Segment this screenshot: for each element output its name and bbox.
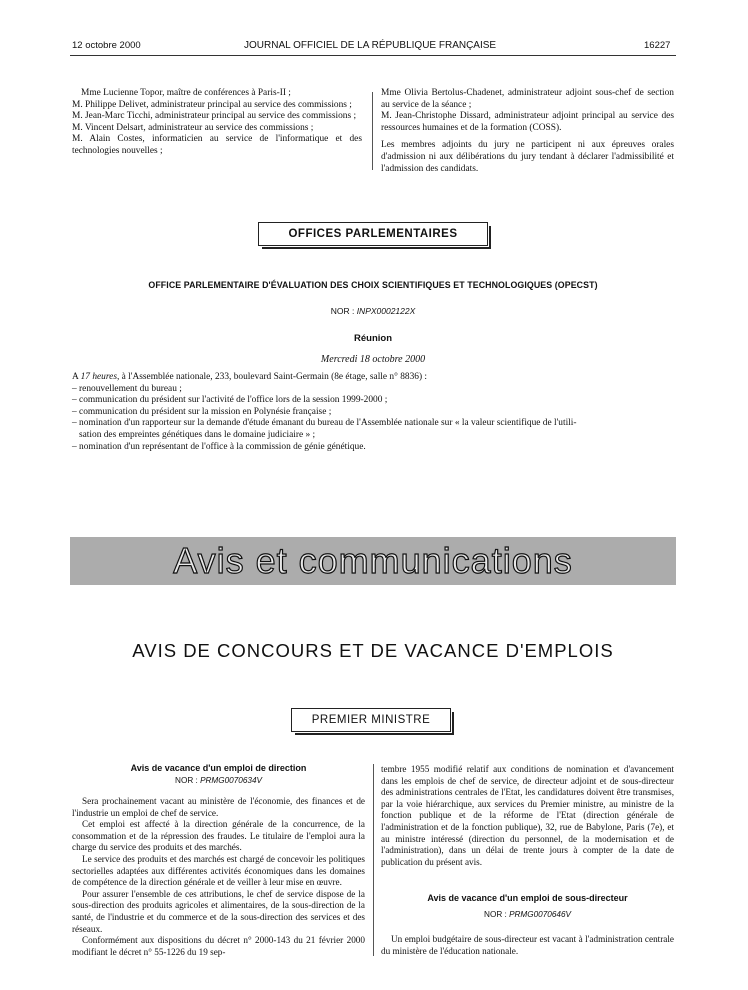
jury-note: Les membres adjoints du jury ne participent ni aux épreuves orales d'admission ni aux délibérations du jury tendant à déclarer l'admissibilité et l'admission des candidats.: [381, 140, 674, 174]
nor-label: NOR :: [330, 306, 355, 316]
nor-reference: [70, 306, 676, 316]
jury-member: M. Vincent Delsart, administrateur au service des commissions ;: [72, 122, 314, 133]
journal-title: JOURNAL OFFICIEL DE LA RÉPUBLIQUE FRANÇAISE: [244, 40, 497, 51]
intro-prefix: A: [72, 372, 79, 382]
nor-label: NOR :: [484, 910, 507, 919]
jury-member: M. Alain Costes, informaticien au service de l'informatique et des technologies nouvelles ;: [72, 134, 362, 156]
jury-member: Mme Lucienne Topor, maître de conférences à Paris-II ;: [81, 88, 291, 98]
agenda-item: – communication du président sur l'activité de l'office lors de la session 1999-2000 ;: [72, 395, 388, 406]
office-name: OFFICE PARLEMENTAIRE D'ÉVALUATION DES CHOIX SCIENTIFIQUES ET TECHNOLOGIQUES (OPECST): [148, 280, 598, 290]
avis-heading: AVIS DE CONCOURS ET DE VACANCE D'EMPLOIS: [132, 640, 614, 661]
nor-code: PRMG0070634V: [200, 776, 262, 785]
meeting-title: Réunion: [354, 333, 392, 344]
vacancy-paragraph: Sera prochainement vacant au ministère de l'économie, des finances et de l'industrie un emploi de chef de service.: [72, 796, 365, 818]
section-banner: [70, 537, 676, 585]
jury-left-column: [72, 88, 362, 158]
vacancy-body: [72, 796, 365, 958]
agenda-item: – communication du président sur la mission en Polynésie française ;: [72, 406, 332, 417]
header-rule: [70, 55, 676, 56]
nor-label: NOR :: [175, 776, 198, 785]
jury-member: M. Jean-Marc Ticchi, administrateur principal au service des commissions ;: [72, 111, 357, 122]
banner-title: Avis et communications: [173, 540, 573, 581]
vacancy-paragraph: Pour assurer l'ensemble de ces attributions, le chef de service dispose de la sous-direction des produits agricoles et alimentaires, de la sous-direction de la santé, de l'industrie et du commerce et de la sous-direction des services et des réseaux.: [72, 888, 365, 934]
page-number: 16227: [644, 40, 671, 51]
jury-member: M. Philippe Delivet, administrateur principal au service des commissions ;: [72, 99, 352, 110]
meeting-intro: [72, 372, 678, 384]
agenda-item-continued: sation des empreintes génétiques dans le domaine judiciaire » ;: [79, 429, 316, 440]
nor-code: PRMG0070646V: [509, 910, 571, 919]
vacancy-nor: [72, 776, 365, 785]
header-date: 12 octobre 2000: [72, 40, 141, 51]
vacancy-title: Avis de vacance d'un emploi de direction: [130, 763, 307, 773]
jury-member: M. Jean-Christophe Dissard, administrateur adjoint principal au service des ressources humaines et de la formation (COSS).: [381, 111, 674, 133]
meeting-date: Mercredi 18 octobre 2000: [320, 354, 426, 365]
section-box-title: PREMIER MINISTRE: [311, 714, 431, 726]
column-divider: [372, 92, 373, 170]
agenda-item: – renouvellement du bureau ;: [72, 383, 182, 394]
agenda-item: – nomination d'un rapporteur sur la demande d'étude émanant du bureau de l'Assemblée nationale sur « la valeur scientifique de l'utili-: [72, 418, 577, 429]
vacancy-paragraph: tembre 1955 modifié relatif aux conditions de nomination et d'avancement dans les emplois de chef de service, de directeur adjoint et de sous-directeur des administrations centrales de l'Etat, les candidatures doivent être transmises, par la voie hiérarchique, aux services du Premier ministre, au ministre de la fonction publique et de la réforme de l'Etat (direction générale de l'administration et de la fonction publique), 32, rue de Babylone, Paris (7e), et au ministre intéressé (direction du personnel, de la modernisation et de l'administration), dans un délai de trente jours à compter de la date de publication du présent avis.: [381, 764, 674, 867]
vacancy-paragraph: Un emploi budgétaire de sous-directeur est vacant à l'administration centrale du ministère de l'éducation nationale.: [381, 934, 674, 956]
section-box-premier-ministre: [291, 708, 451, 732]
vacancy-continuation: [381, 764, 674, 868]
meeting-agenda: [72, 372, 678, 453]
intro-rest: à l'Assemblée nationale, 233, boulevard Saint-Germain (8e étage, salle n° 8836) :: [121, 372, 428, 382]
jury-right-column: [381, 88, 674, 175]
vacancy-body: [381, 934, 674, 957]
jury-member: Mme Olivia Bertolus-Chadenet, administrateur adjoint sous-chef de section au service de la séance ;: [381, 88, 674, 110]
vacancy-nor: [381, 910, 674, 919]
nor-code: INPX0002122X: [356, 306, 416, 316]
vacancy-title: Avis de vacance d'un emploi de sous-directeur: [427, 893, 628, 903]
column-divider: [373, 764, 374, 956]
vacancy-paragraph: Le service des produits et des marchés est chargé de concevoir les politiques sectorielles adaptées aux différentes activités économiques dans les domaines de compétence de la direction générale et de veiller à leur mise en œuvre.: [72, 853, 365, 888]
vacancy-paragraph: Conformément aux dispositions du décret n° 2000-143 du 21 février 2000 modifiant le décret n° 55-1226 du 19 sep-: [72, 935, 365, 957]
section-box-offices: [258, 222, 488, 246]
vacancy-paragraph: Cet emploi est affecté à la direction générale de la concurrence, de la consommation et de la répression des fraudes. Le titulaire de l'emploi aura la charge du service des produits et des marchés.: [72, 819, 365, 853]
intro-time: 17 heures,: [80, 372, 120, 382]
agenda-item: – nomination d'un représentant de l'office à la commission de génie génétique.: [72, 441, 366, 452]
section-box-title: OFFICES PARLEMENTAIRES: [288, 228, 458, 240]
